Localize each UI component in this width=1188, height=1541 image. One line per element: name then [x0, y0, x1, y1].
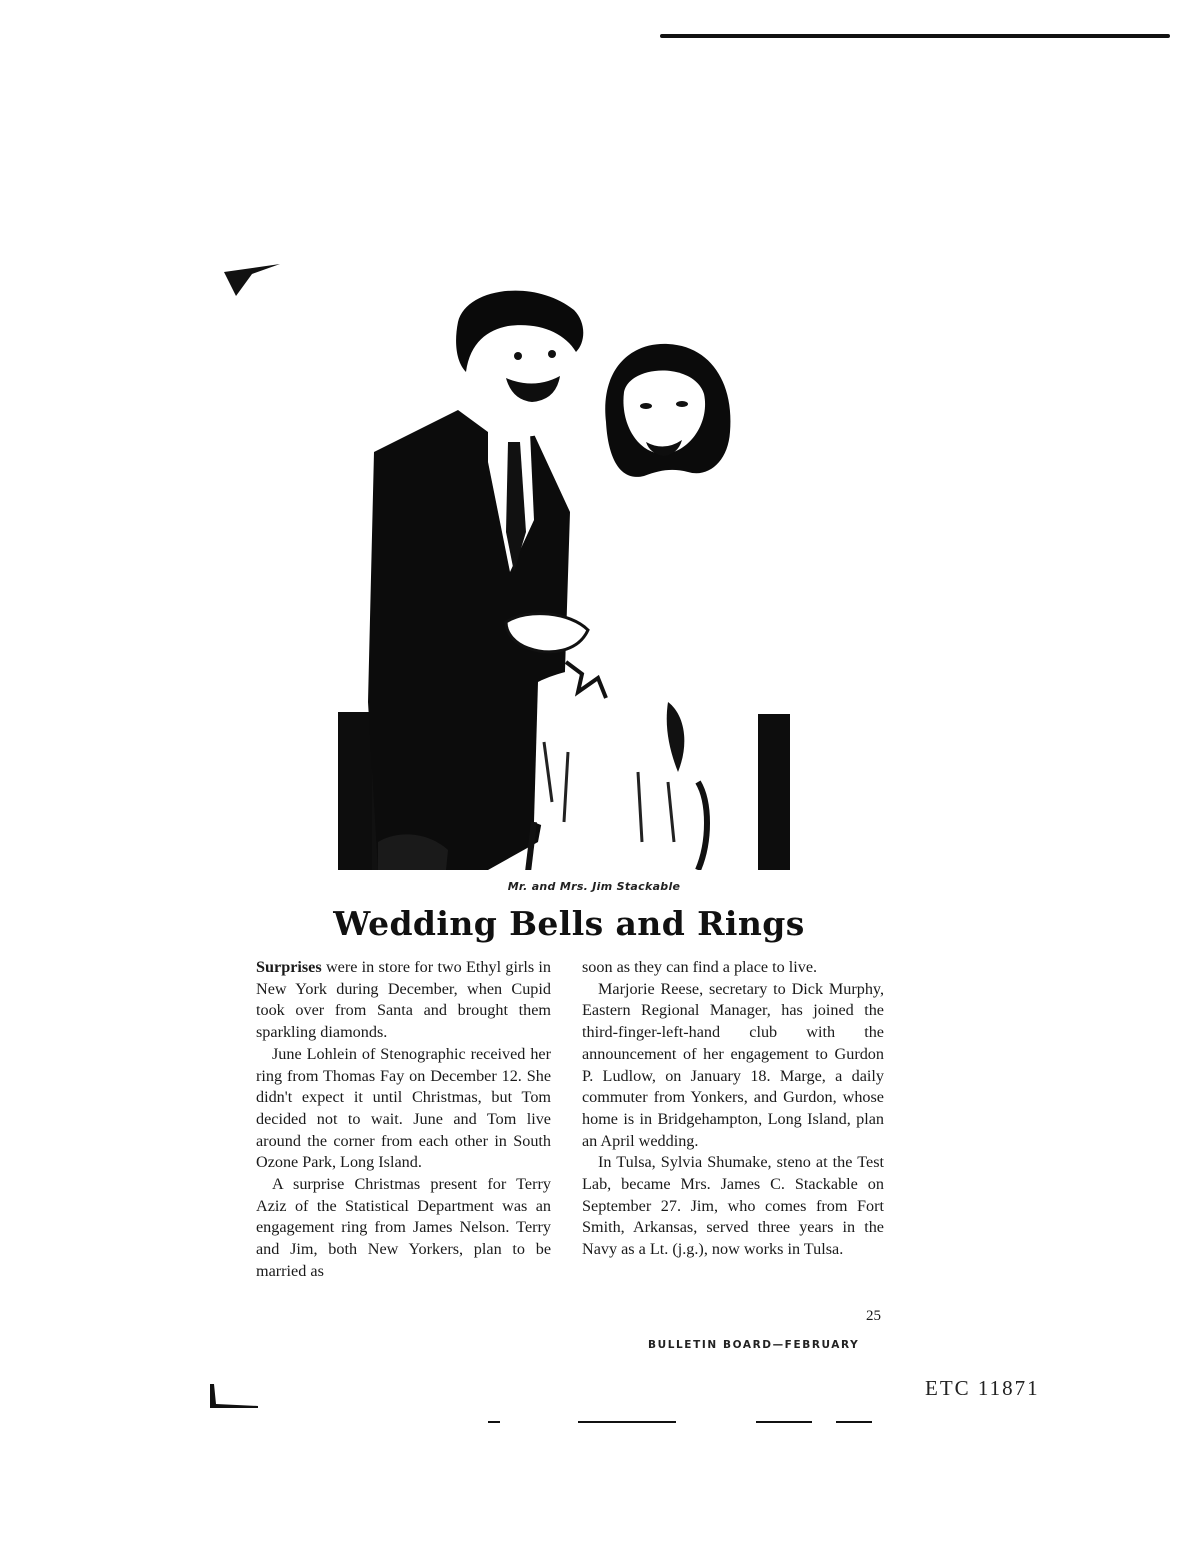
scan-artifact-top-rule	[660, 34, 1170, 38]
paragraph-june-lohlein: June Lohlein of Stenographic received her ring from Thomas Fay on December 12. She didn't expect it until Christmas, but Tom decided not to wait. June and Tom live around the corner from each other in South Ozone Park, Long Island.	[256, 1044, 551, 1172]
page-number: 25	[866, 1308, 881, 1324]
paragraph-surprises	[256, 957, 551, 1044]
wedding-photo	[338, 282, 790, 870]
article-column-right	[582, 957, 884, 1261]
scan-artifact-bottom-dash	[488, 1421, 500, 1423]
paragraph-text: were in store for two Ethyl girls in New York during December, when Cupid took over from Santa and brought them sparkling diamonds.	[256, 958, 551, 1042]
article-headline: Wedding Bells and Rings	[333, 904, 805, 943]
paragraph-terry-aziz: A surprise Christmas present for Terry Aziz of the Statistical Department was an engagement ring from James Nelson. Terry and Jim, both New Yorkers, plan to be married as	[256, 1175, 551, 1280]
scan-artifact-bottom-rule-1	[578, 1421, 676, 1423]
paragraph-sylvia-shumake: In Tulsa, Sylvia Shumake, steno at the Test Lab, became Mrs. James C. Stackable on September 27. Jim, who comes from Fort Smith, Arkansas, served three years in the Navy as a Lt. (j.g.), now works in Tulsa.	[582, 1153, 884, 1259]
registration-mark-bottom-left	[208, 1384, 260, 1410]
document-id-stamp: ETC 11871	[925, 1376, 1040, 1400]
wedding-couple-photo-icon	[338, 282, 790, 870]
publication-footer: BULLETIN BOARD—FEBRUARY	[648, 1339, 860, 1351]
paragraph-marjorie-reese: Marjorie Reese, secretary to Dick Murphy, Eastern Regional Manager, has joined the third-finger-left-hand club with the announcement of her engagement to Gurdon P. Ludlow, on January 18. Marge, a daily commuter from Yonkers, and Gurdon, whose home is in Bridgehampton, Long Island, plan an April wedding.	[582, 979, 884, 1150]
article-column-left	[256, 957, 551, 1283]
scan-artifact-bottom-rule-2	[756, 1421, 812, 1423]
photo-caption: Mr. and Mrs. Jim Stackable	[507, 880, 681, 893]
registration-mark-top-left	[222, 262, 282, 298]
scan-artifact-bottom-rule-3	[836, 1421, 872, 1423]
lead-word: Surprises	[256, 958, 322, 976]
paragraph-continuation: soon as they can find a place to live.	[582, 958, 818, 976]
